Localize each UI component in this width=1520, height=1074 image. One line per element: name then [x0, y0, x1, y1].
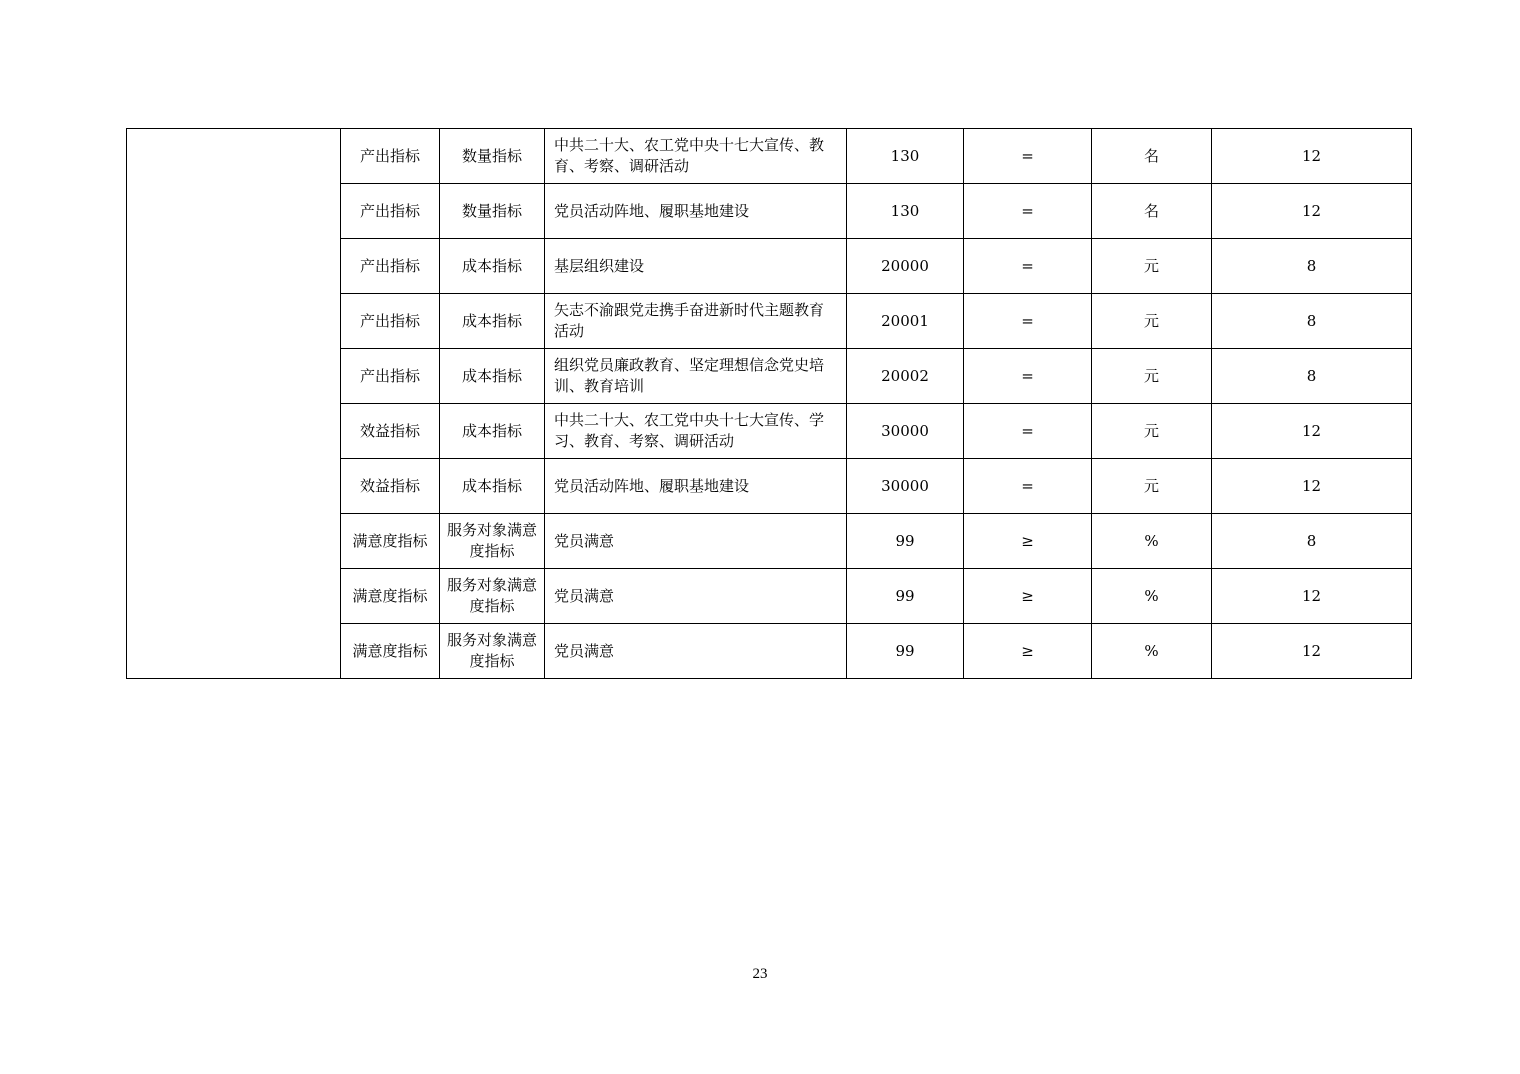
- operator-cell: ≥: [964, 569, 1092, 624]
- operator-cell: =: [964, 349, 1092, 404]
- operator-cell: =: [964, 129, 1092, 184]
- target-value-cell: 99: [847, 624, 964, 679]
- target-value-cell: 130: [847, 184, 964, 239]
- table-body: [127, 129, 1412, 679]
- score-cell: 12: [1212, 404, 1412, 459]
- score-cell: 12: [1212, 129, 1412, 184]
- indicator-name-cell: 党员满意: [545, 569, 847, 624]
- operator-cell: ≥: [964, 514, 1092, 569]
- level1-indicator-cell: 产出指标: [341, 184, 440, 239]
- score-cell: 8: [1212, 239, 1412, 294]
- level1-indicator-cell: 满意度指标: [341, 514, 440, 569]
- target-value-cell: 30000: [847, 404, 964, 459]
- level2-indicator-cell: 成本指标: [440, 349, 545, 404]
- indicator-name-cell: 党员活动阵地、履职基地建设: [545, 184, 847, 239]
- score-cell: 12: [1212, 624, 1412, 679]
- unit-cell: 元: [1092, 459, 1212, 514]
- indicator-name-cell: 党员满意: [545, 514, 847, 569]
- target-value-cell: 20001: [847, 294, 964, 349]
- target-value-cell: 20002: [847, 349, 964, 404]
- level1-indicator-cell: 效益指标: [341, 404, 440, 459]
- level2-indicator-cell: 数量指标: [440, 184, 545, 239]
- table-row: [127, 129, 1412, 184]
- level2-indicator-cell: 数量指标: [440, 129, 545, 184]
- target-value-cell: 130: [847, 129, 964, 184]
- unit-cell: 名: [1092, 184, 1212, 239]
- level1-indicator-cell: 产出指标: [341, 294, 440, 349]
- unit-cell: 元: [1092, 239, 1212, 294]
- unit-cell: 元: [1092, 404, 1212, 459]
- score-cell: 8: [1212, 514, 1412, 569]
- level2-indicator-cell: 成本指标: [440, 239, 545, 294]
- indicator-name-cell: 矢志不渝跟党走携手奋进新时代主题教育活动: [545, 294, 847, 349]
- score-cell: 12: [1212, 184, 1412, 239]
- indicator-name-cell: 党员满意: [545, 624, 847, 679]
- unit-cell: 名: [1092, 129, 1212, 184]
- level2-indicator-cell: 成本指标: [440, 404, 545, 459]
- level2-indicator-cell: 服务对象满意度指标: [440, 514, 545, 569]
- level2-indicator-cell: 成本指标: [440, 459, 545, 514]
- level2-indicator-cell: 服务对象满意度指标: [440, 624, 545, 679]
- level1-indicator-cell: 产出指标: [341, 349, 440, 404]
- merged-blank-cell: [127, 129, 341, 679]
- indicator-name-cell: 中共二十大、农工党中央十七大宣传、教育、考察、调研活动: [545, 129, 847, 184]
- target-value-cell: 99: [847, 514, 964, 569]
- score-cell: 12: [1212, 569, 1412, 624]
- indicator-name-cell: 组织党员廉政教育、坚定理想信念党史培训、教育培训: [545, 349, 847, 404]
- operator-cell: ≥: [964, 624, 1092, 679]
- indicator-name-cell: 基层组织建设: [545, 239, 847, 294]
- level1-indicator-cell: 满意度指标: [341, 569, 440, 624]
- operator-cell: =: [964, 459, 1092, 514]
- level1-indicator-cell: 效益指标: [341, 459, 440, 514]
- score-cell: 8: [1212, 349, 1412, 404]
- score-cell: 8: [1212, 294, 1412, 349]
- operator-cell: =: [964, 294, 1092, 349]
- target-value-cell: 99: [847, 569, 964, 624]
- operator-cell: =: [964, 239, 1092, 294]
- level1-indicator-cell: 产出指标: [341, 239, 440, 294]
- unit-cell: %: [1092, 624, 1212, 679]
- target-value-cell: 30000: [847, 459, 964, 514]
- performance-indicator-table: [126, 128, 1412, 679]
- level2-indicator-cell: 成本指标: [440, 294, 545, 349]
- unit-cell: 元: [1092, 349, 1212, 404]
- unit-cell: %: [1092, 514, 1212, 569]
- score-cell: 12: [1212, 459, 1412, 514]
- level2-indicator-cell: 服务对象满意度指标: [440, 569, 545, 624]
- target-value-cell: 20000: [847, 239, 964, 294]
- operator-cell: =: [964, 404, 1092, 459]
- indicator-name-cell: 党员活动阵地、履职基地建设: [545, 459, 847, 514]
- indicator-name-cell: 中共二十大、农工党中央十七大宣传、学习、教育、考察、调研活动: [545, 404, 847, 459]
- unit-cell: %: [1092, 569, 1212, 624]
- operator-cell: =: [964, 184, 1092, 239]
- level1-indicator-cell: 产出指标: [341, 129, 440, 184]
- level1-indicator-cell: 满意度指标: [341, 624, 440, 679]
- unit-cell: 元: [1092, 294, 1212, 349]
- page-number: 23: [752, 966, 768, 982]
